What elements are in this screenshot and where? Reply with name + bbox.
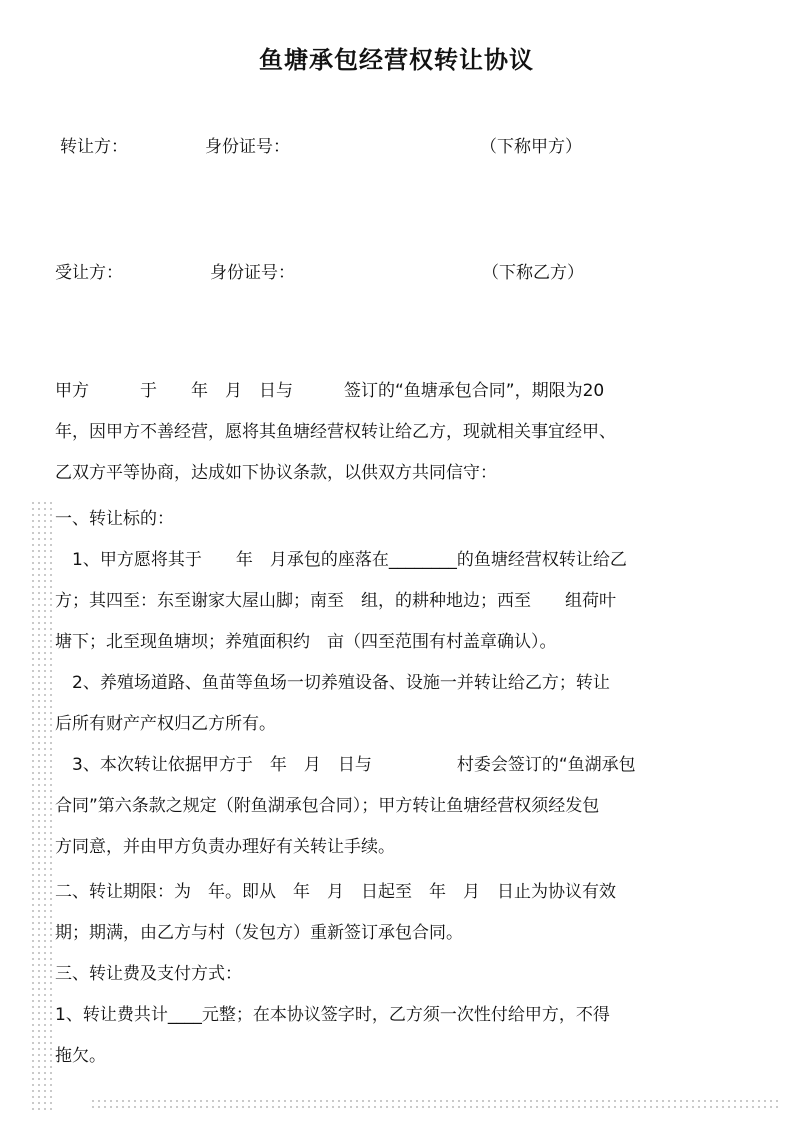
transferor-alias: （下称甲方）	[480, 137, 582, 157]
document-title: 鱼塘承包经营权转让协议	[259, 45, 534, 74]
transferor-label: 转让方：	[60, 137, 128, 157]
text-line: 2、养殖场道路、鱼苗等鱼场一切养殖设备、设施一并转让给乙方；转让	[55, 673, 610, 693]
text-line: 3、本次转让依据甲方于 年 月 日与 村委会签订的“鱼湖承包	[55, 755, 636, 775]
text-line: 拖欠。	[55, 1046, 106, 1066]
text-line: 1、转让费共计____元整；在本协议签字时，乙方须一次性付给甲方，不得	[55, 1005, 610, 1025]
text-line: 方；其四至：东至谢家大屋山脚；南至 组，的耕种地边；西至 组荷叶	[55, 591, 616, 611]
transferee-id-label: 身份证号：	[210, 263, 295, 283]
text-line: 年，因甲方不善经营，愿将其鱼塘经营权转让给乙方，现就相关事宜经甲、	[55, 422, 616, 442]
scan-dots-bottom	[90, 1098, 780, 1110]
scan-dots-left	[30, 500, 54, 1110]
section-heading: 三、转让费及支付方式：	[55, 964, 242, 984]
section-3	[55, 954, 745, 1077]
section-heading: 一、转让标的：	[55, 509, 174, 529]
text-line: 二、转让期限：为 年。即从 年 月 日起至 年 月 日止为协议有效	[55, 882, 616, 902]
transferor-id-label: 身份证号：	[205, 137, 290, 157]
text-line: 后所有财产产权归乙方所有。	[55, 714, 276, 734]
transferee-alias: （下称乙方）	[482, 263, 584, 283]
section-2	[55, 872, 745, 954]
text-line: 乙双方平等协商，达成如下协议条款，以供双方共同信守：	[55, 463, 497, 483]
text-line: 方同意，并由甲方负责办理好有关转让手续。	[55, 837, 395, 857]
section-1	[55, 499, 745, 868]
text-line: 塘下；北至现鱼塘坝；养殖面积约 亩（四至范围有村盖章确认）。	[55, 632, 557, 652]
text-line: 1、甲方愿将其于 年 月承包的座落在________的鱼塘经营权转让给乙	[55, 550, 627, 570]
text-line: 甲方 于 年 月 日与 签订的“鱼塘承包合同”，期限为20	[55, 381, 605, 401]
intro-paragraph	[55, 371, 745, 494]
text-line: 期；期满，由乙方与村（发包方）重新签订承包合同。	[55, 923, 463, 943]
text-line: 合同”第六条款之规定（附鱼湖承包合同）；甲方转让鱼塘经营权须经发包	[55, 796, 600, 816]
transferee-label: 受让方：	[55, 263, 123, 283]
